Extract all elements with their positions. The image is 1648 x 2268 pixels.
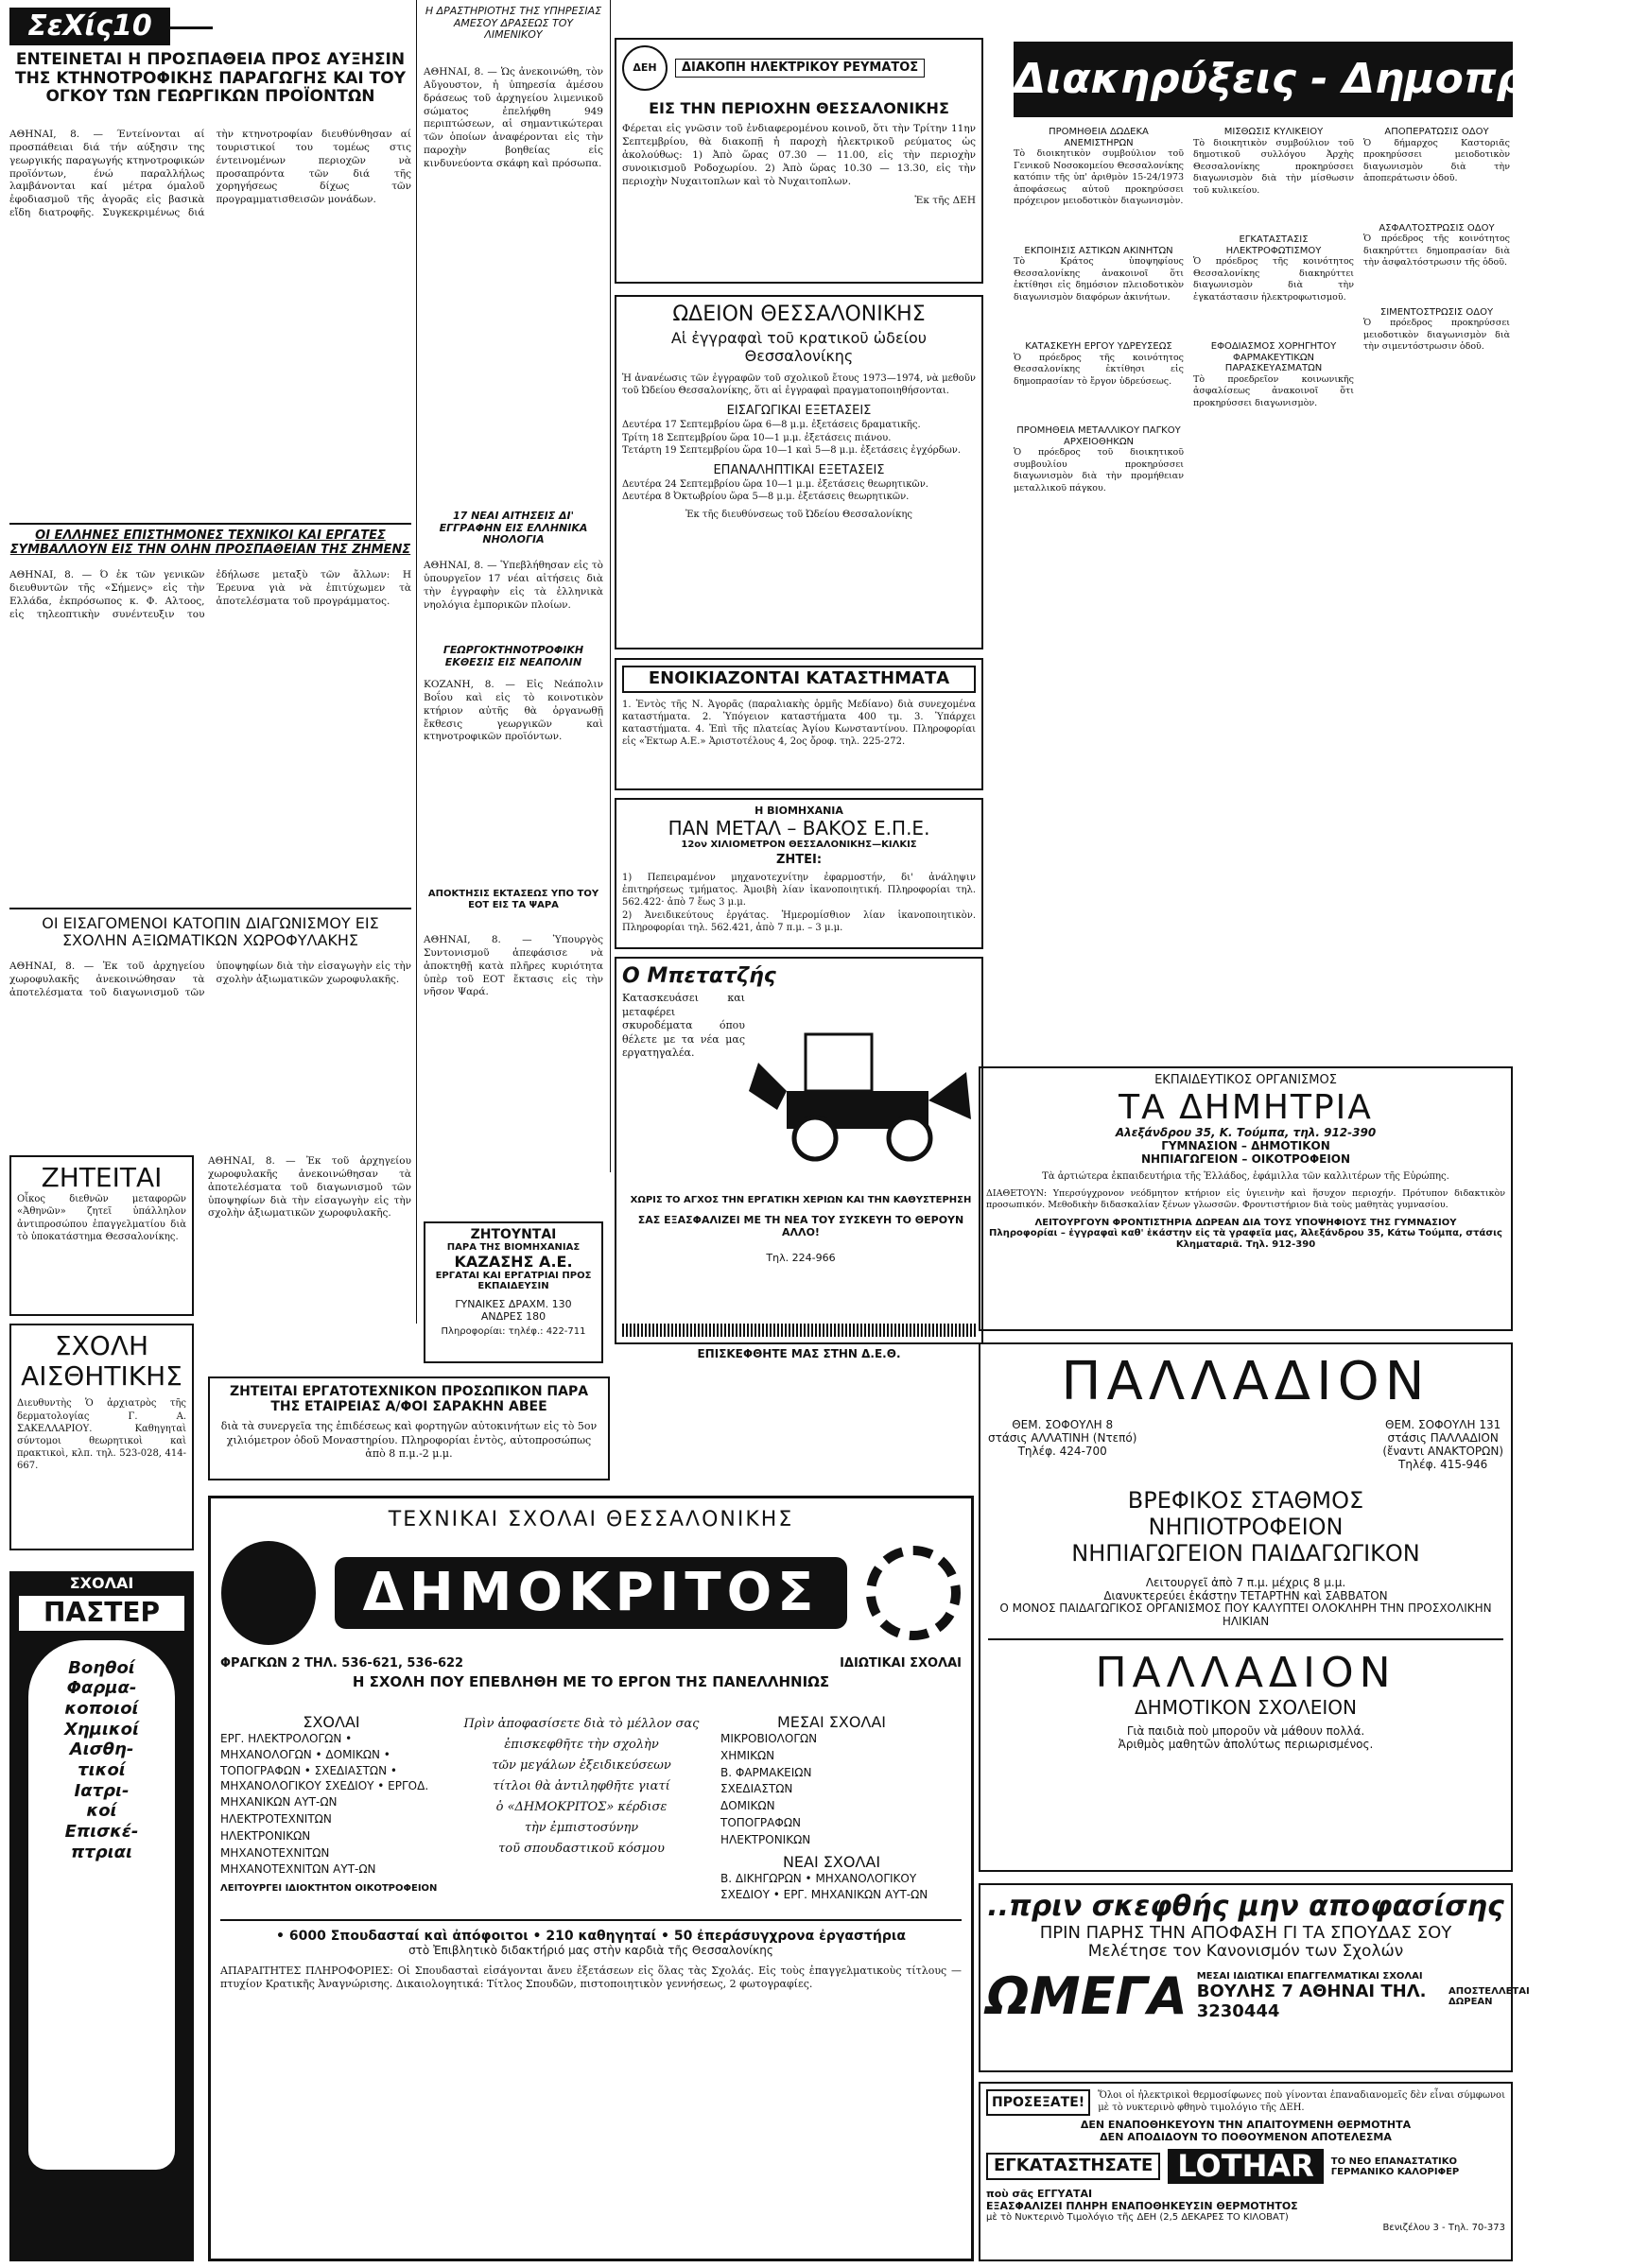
ad-line: τῶν μεγάλων ἐξειδικεύσεων bbox=[492, 1757, 671, 1773]
ad-claim: Η ΣΧΟΛΗ ΠΟΥ ΕΠΕΒΛΗΘΗ ΜΕ ΤΟ ΕΡΓΟΝ ΤΗΣ ΠΑΝΕΛΛΗΝΙΩΣ bbox=[352, 1673, 830, 1691]
ad-body: ΔΙΑΘΕΤΟΥΝ: Υπερσύγχρονον νεόδμητον κτήριον εἰς ὑγιεινὴν καὶ ἥσυχον περιοχήν. Πρότυπον διδακτικὸν προσωπικόν. Μεθοδικὴν διδασκαλίαν ξένων γλωσσῶν. Φροντιστήριον διὰ τοὺς μαθητὰς γυμνασίου. bbox=[986, 1187, 1505, 1211]
job-ad-wide bbox=[208, 1376, 610, 1480]
ad-brand: LOTHAR bbox=[1168, 2149, 1323, 2184]
exam-heading: ΕΙΣΑΓΩΓΙΚΑΙ ΕΞΕΤΑΣΕΙΣ bbox=[726, 404, 872, 419]
tender-title: ΜΙΣΘΩΣΙΣ ΚΥΛΙΚΕΙΟΥ bbox=[1223, 127, 1324, 137]
section-title: Διακηρύξεις - Δημοπρασίαι bbox=[1014, 55, 1648, 103]
ad-wage: ΓΥΝΑΙΚΕΣ ΔΡΑΧΜ. 130 bbox=[455, 1297, 572, 1310]
shops-for-rent-ad bbox=[615, 658, 983, 790]
ad-title: ΖΗΤΕΙΤΑΙ ΕΡΓΑΤΟΤΕΧΝΙΚΟΝ ΠΡΟΣΩΠΙΚΟΝ ΠΑΡΑ ΤΗΣ ΕΤΑΙΡΕΙΑΣ Α/ΦΟΙ ΣΑΡΑΚΗΝ ΑΒΕΕ bbox=[229, 1384, 589, 1415]
ad-levels: ΓΥΜΝΑΣΙΟΝ – ΔΗΜΟΤΙΚΟΝ bbox=[1161, 1139, 1330, 1153]
ad-line: 1) Πεπειραμένον μηχανοτεχνίτην ἐφαρμοστήν, δι' ἀνάληψιν ἐπιτηρήσεως τμήματος. Ἀμοιβὴ λίαν ἱκανοποιητική. Πληροφορίαι τηλ. 562.422· ἀπὸ 7 ἕως 3 μ.μ. bbox=[622, 873, 976, 909]
ad-side: ΑΠΟΣΤΕΛΛΕΤΑΙ ΔΩΡΕΑΝ bbox=[1449, 1985, 1530, 2007]
tenders-col-a bbox=[1014, 127, 1184, 1034]
omega-ad bbox=[979, 1883, 1530, 2072]
paster-ad bbox=[9, 1571, 194, 2261]
course-item: Βοηθοί bbox=[68, 1657, 135, 1678]
ad-title: ΖΗΤΕΙΤΑΙ bbox=[41, 1162, 163, 1193]
ad-install: ΕΓΚΑΤΑΣΤΗΣΑΤΕ bbox=[986, 2153, 1160, 2180]
tender-body: Τὸ διοικητικὸν συμβούλιον τοῦ Γενικοῦ Νοσοκομείου Θεσσαλονίκης κατόπιν τῆς ὑπ' ἀριθμὸν 15-24/1973 ἀποφάσεως αὐτοῦ προκηρύσσει πρόχειρον μειοδοτικὸν διαγωνισμὸν. bbox=[1014, 148, 1184, 207]
ad-line: στὸ Ἐπιβλητικὸ διδακτήριό μας στὴν καρδιὰ τῆς Θεσσαλονίκης bbox=[408, 1943, 773, 1957]
school-item: ΜΗΧΑΝΟΤΕΧΝΙΤΩΝ bbox=[220, 1845, 330, 1860]
ad-company: ΠΑΝ ΜΕΤΑΛ – ΒΑΚΟΣ Ε.Π.Ε. bbox=[668, 816, 930, 840]
school-item: ΕΡΓ. ΗΛΕΚΤΡΟΛΟΓΩΝ • ΜΗΧΑΝΟΛΟΓΩΝ • ΔΟΜΙΚΩΝ • ΤΟΠΟΓΡΑΦΩΝ • ΣΧΕΔΙΑΣΤΩΝ • ΜΗΧΑΝΟΛΟΓΙΚΟΥ ΣΧΕΔΙΟΥ • ΕΡΓΟΔ. ΜΗΧΑΝΙΚΩΝ ΑΥΤ-ΩΝ bbox=[220, 1731, 429, 1809]
school-list bbox=[720, 1871, 943, 1903]
notice-subtitle: Αἱ ἐγγραφαὶ τοῦ κρατικοῦ ὠδείου Θεσσαλονίκης bbox=[670, 329, 928, 365]
school-item: Β. ΦΑΡΜΑΚΕΙΩΝ bbox=[720, 1765, 812, 1779]
ad-line: μὲ τὸ Νυκτερινὸ Τιμολόγιο τῆς ΔΕΗ (2,5 ΔΕΚΑΡΕΣ ΤΟ ΚΙΛΟΒΑΤ) bbox=[986, 2212, 1289, 2224]
school-item: ΣΧΕΔΙΑΣΤΩΝ bbox=[720, 1782, 793, 1796]
ad-stats: • 6000 Σπουδασταί καὶ ἀπόφοιτοι • 210 καθηγηταί • 50 ἐπεράσυγχρονα ἐργαστήρια bbox=[276, 1928, 906, 1944]
article-body: ΑΘΗΝΑΙ, 8. — Έντείνονται αί προσπάθειαι διά τήν αύξησιν της γεωργικής παραγωγής κτηνοτροφικών προϊόντων, ένώ παραλλήλως λαμβάνονται καί μέτρα όμαλοῦ ἐφοδιασμοῦ τῆς ἀγορᾶς εἰς βασικὰ εἴδη διατροφῆς. Συγκεκριμένως διά τὴν κτηνοτροφίαν διευθύνθησαν αί τουριστικοί του τομέως στις έντεινομένων περιοχῶν νὰ προσαπρόντα τῶν διά τῆς χορηγήσεως δίχως τῶν προγραμματισθεισῶν μονάδων. bbox=[9, 129, 411, 219]
ad-slogan: ..πριν σκεφθής μην αποφασίσης bbox=[987, 1890, 1504, 1923]
power-cut-notice bbox=[615, 38, 983, 284]
concrete-ad bbox=[615, 957, 983, 1344]
ad-hours: Λειτουργεῖ ἀπὸ 7 π.μ. μέχρις 8 μ.μ. bbox=[1145, 1576, 1346, 1590]
ad-title: ΕΝΟΙΚΙΑΖΟΝΤΑΙ ΚΑΤΑΣΤΗΜΑΤΑ bbox=[622, 666, 976, 693]
tender-title: ΕΚΠΟΙΗΣΙΣ ΑΣΤΙΚΩΝ ΑΚΙΝΗΤΩΝ bbox=[1024, 245, 1173, 256]
deh-logo-icon: ΔΕΗ bbox=[622, 45, 668, 91]
school-item: ΤΟΠΟΓΡΑΦΩΝ bbox=[720, 1815, 801, 1829]
ad-title: Ο Μπετατζής bbox=[622, 964, 776, 988]
classified-ad bbox=[9, 1324, 194, 1550]
article-body: ΑΘΗΝΑΙ, 8. — Ἐκ τοῦ ἀρχηγείου χωροφυλακῆς ἀνεκοινώθησαν τὰ ἀποτελέσματα τοῦ διαγωνισμοῦ τῶν ὑποψηφίων διὰ τὴν εἰσαγωγὴν εἰς τὴν σχολὴν ἀξιωματικῶν χωροφυλακῆς. bbox=[208, 1155, 411, 1220]
exam-line: Δευτέρα 17 Σεπτεμβρίου ὥρα 6—8 μ.μ. ἐξετάσεις δραματικῆς. bbox=[622, 420, 921, 431]
ad-slogan: ΣΑΣ ΕΞΑΣΦΑΛΙΖΕΙ ΜΕ ΤΗ ΝΕΑ ΤΟΥ ΣΥΣΚΕΥΗ ΤΟ ΘΕΡΟΥΝ ΑΛΛΟ! bbox=[637, 1214, 964, 1238]
ad-service: ΒΡΕΦΙΚΟΣ ΣΤΑΘΜΟΣ bbox=[1127, 1487, 1364, 1515]
exam-line: Τετάρτη 19 Σεπτεμβρίου ὥρα 10—1 καὶ 5—8 μ.μ. ἐξετάσεις ἐγχόρδων. bbox=[622, 444, 962, 456]
ad-line: ὁ «ΔΗΜΟΚΡΙΤΟΣ» κέρδισε bbox=[495, 1799, 668, 1814]
course-list bbox=[34, 1659, 169, 1863]
tender-body: Ὁ δήμαρχος Καστοριᾶς προκηρύσσει μειοδοτικὸν διαγωνισμὸν διὰ τὴν ἀποπεράτωσιν ὁδοῦ. bbox=[1363, 137, 1510, 184]
school-list-heading: ΜΕΣΑΙ ΣΧΟΛΑΙ bbox=[776, 1712, 887, 1731]
ad-line: 2) Ἀνειδικεύτους ἐργάτας. Ἡμερομίσθιον λίαν ἱκανοποιητικὸν. Πληροφορίαι τηλ. 562.421, ἀπὸ 7 π.μ. – 3 μ.μ. bbox=[622, 909, 976, 933]
notice-signature: Ἐκ τῆς ΔΕΗ bbox=[914, 194, 976, 206]
ad-address: στάσις ΠΑΛΛΑΔΙΟΝ bbox=[1387, 1431, 1499, 1446]
ad-address: Βενιζέλου 3 - Τηλ. 70-373 bbox=[1382, 2223, 1505, 2234]
ad-body: Κατασκευάσει και μεταφέρει σκυροδέματα όπου θέλετε με τα νέα μας εργατηγαλέα. bbox=[622, 992, 745, 1060]
ad-line: ΔΕΝ ΑΠΟΔΙΔΟΥΝ ΤΟ ΠΟΘΟΥΜΕΝΟΝ ΑΠΟΤΕΛΕΣΜΑ bbox=[1100, 2130, 1392, 2143]
ad-tag: ΜΕΣΑΙ ΙΔΙΩΤΙΚΑΙ ΕΠΑΓΓΕΛΜΑΤΙΚΑΙ ΣΧΟΛΑΙ bbox=[1196, 1971, 1423, 1982]
ad-service: ΝΗΠΙΟΤΡΟΦΕΙΟΝ bbox=[1148, 1513, 1344, 1540]
notice-signature: Ἐκ τῆς διευθύνσεως τοῦ Ὠδείου Θεσσαλονίκης bbox=[685, 510, 913, 521]
ad-line: Μελέτησε τον Κανονισμόν των Σχολών bbox=[1087, 1942, 1404, 1962]
article-headline: ΑΠΟΚΤΗΣΙΣ ΕΚΤΑΣΕΩΣ ΥΠΟ ΤΟΥ ΕΟΤ ΕΙΣ ΤΑ ΨΑΡΑ bbox=[427, 889, 599, 910]
ad-line: τοῦ σπουδαστικοῦ κόσμου bbox=[498, 1842, 665, 1857]
ad-location: 12ον ΧΙΛΙΟΜΕΤΡΟΝ ΘΕΣΣΑΛΟΝΙΚΗΣ—ΚΙΛΚΙΣ bbox=[681, 839, 917, 850]
school-list bbox=[220, 1731, 442, 1878]
school-item: ΜΗΧΑΝΟΤΕΧΝΙΤΩΝ ΑΥΤ-ΩΝ bbox=[220, 1862, 376, 1877]
ad-body: διὰ τὰ συνεργεῖα της ἐπιδέσεως καὶ φορτηγῶν αὐτοκινήτων εἰς τὸ 5ον χιλιόμετρον ὁδοῦ Μοναστηρίου. Πληροφορίαι ἐντὸς, αὐτοπροσώπως ἀπὸ 8 π.μ.-2 μ.μ. bbox=[220, 1420, 598, 1461]
tender-body: Ὁ πρόεδρος προκηρύσσει μειοδοτικὸν διαγωνισμὸν διὰ τὴν σιμεντόστρωσιν ὁδοῦ. bbox=[1363, 318, 1510, 353]
ad-line: ποὺ σᾶς ΕΓΓΥΑΤΑΙ bbox=[986, 2188, 1093, 2201]
article-headline: Η ΔΡΑΣΤΗΡΙΟΤΗΣ ΤΗΣ ΥΠΗΡΕΣΙΑΣ ΑΜΕΣΟΥ ΔΡΑΣΕΩΣ ΤΟΥ ΛΙΜΕΝΙΚΟΥ bbox=[425, 5, 602, 42]
gear-emblem-icon bbox=[866, 1546, 961, 1640]
ad-body: Οἶκος διεθνῶν μεταφορῶν «Ἀθηνῶν» ζητεῖ ὑπάλληλον ἀντιπροσώπου ἐπαγγελματίου διὰ τὸ ὑποκατάστημα Θεσσαλονίκης. bbox=[17, 1194, 186, 1242]
tender-body: Τὸ προεδρεῖον κοινωνικῆς ἀσφαλίσεως ἀνακοινοῖ ὅτι προκηρύσσει διαγωνισμὸν. bbox=[1193, 373, 1354, 408]
tender-title: ΚΑΤΑΣΚΕΥΗ ΕΡΓΟΥ ΥΔΡΕΥΣΕΩΣ bbox=[1025, 341, 1172, 353]
ad-subtitle: ΠΑΡΑ ΤΗΣ ΒΙΟΜΗΧΑΝΙΑΣ bbox=[446, 1242, 581, 1254]
ad-title: ΣΧΟΛΗ ΑΙΣΘΗΤΙΚΗΣ bbox=[21, 1330, 182, 1393]
school-list-heading: ΝΕΑΙ ΣΧΟΛΑΙ bbox=[782, 1852, 881, 1871]
tender-body: Ὁ πρόεδρος τῆς κοινότητος Θεσσαλονίκης διακηρύττει διαγωνισμὸν διὰ τὴν ἐγκατάστασιν ἠλεκτροφωτισμοῦ. bbox=[1193, 256, 1354, 303]
ad-address: ΦΡΑΓΚΩΝ 2 ΤΗΛ. 536-621, 536-622 bbox=[220, 1656, 464, 1671]
notice-body: Ἡ ἀνανέωσις τῶν ἐγγραφῶν τοῦ σχολικοῦ ἔτους 1973—1974, νὰ μεθοῦν τοῦ Ὠδείου Θεσσαλονίκης, ὅτι αἱ ἐγγραφαὶ πραγματοποιηθήσονται. bbox=[622, 373, 976, 397]
ad-line: Ἀριθμὸς μαθητῶν ἀπολύτως περιωρισμένος. bbox=[1118, 1738, 1374, 1752]
ad-tag: ΤΟ ΝΕΟ ΕΠΑΝΑΣΤΑΤΙΚΟ ΓΕΡΜΑΝΙΚΟ ΚΑΛΟΡΙΦΕΡ bbox=[1330, 2155, 1460, 2177]
school-item: ΗΛΕΚΤΡΟΤΕΧΝΙΤΩΝ bbox=[220, 1811, 332, 1826]
palladion-ad bbox=[979, 1342, 1513, 1872]
ad-line: τίτλοι θὰ ἀντιληφθῆτε γιατί bbox=[493, 1778, 670, 1793]
exam-line: Τρίτη 18 Σεπτεμβρίου ὥρα 10—1 μ.μ. ἐξετάσεις πιάνου. bbox=[622, 432, 892, 443]
ad-line: ΔΕΝ ΕΝΑΠΟΘΗΚΕΥΟΥΝ ΤΗΝ ΑΠΑΙΤΟΥΜΕΝΗ ΘΕΡΜΟΤΗΤΑ bbox=[1080, 2119, 1412, 2132]
ad-phone: Πληροφορίαι: τηλέφ.: 422-711 bbox=[441, 1325, 586, 1337]
tender-title: ΠΡΟΜΗΘΕΙΑ ΜΕΤΑΛΛΙΚΟΥ ΠΑΓΚΟΥ ΑΡΧΕΙΟΘΗΚΩΝ bbox=[1016, 425, 1181, 447]
tender-title: ΠΡΟΜΗΘΕΙΑ ΔΩΔΕΚΑ ΑΝΕΜΙΣΤΗΡΩΝ bbox=[1049, 127, 1149, 148]
ad-body: Ὅλοι οἱ ἠλεκτρικοὶ θερμοσίφωνες ποὺ γίνονται ἐπαναδιανομεῖς δὲν εἶναι σύμφωνοι μὲ τὸ νυκτερινὸ φθηνὸ τιμολόγιο τῆς ΔΕΗ. bbox=[1098, 2090, 1505, 2114]
school-list bbox=[720, 1731, 943, 1848]
article-headline: ΓΕΩΡΓΟΚΤΗΝΟΤΡΟΦΙΚΗ ΕΚΘΕΣΙΣ ΕΙΣ ΝΕΑΠΟΛΙΝ bbox=[442, 644, 584, 668]
course-item: Φαρμα- bbox=[66, 1678, 137, 1699]
ad-wanted: ΖΗΤΕΙ: bbox=[775, 853, 823, 868]
ad-address: Αλεξάνδρου 35, Κ. Τούμπα, τηλ. 912-390 bbox=[1115, 1126, 1377, 1140]
ad-levels: ΝΗΠΙΑΓΩΓΕΙΟΝ – ΟΙΚΟΤΡΟΦΕΙΟΝ bbox=[1140, 1151, 1351, 1166]
ad-brand: ΠΑΛΛΑΔΙΟΝ bbox=[1061, 1351, 1431, 1412]
demokritos-portrait-icon bbox=[221, 1541, 316, 1645]
ad-line: ἐπισκεφθῆτε τὴν σχολὴν bbox=[504, 1737, 659, 1752]
course-item: κοί bbox=[86, 1801, 117, 1822]
tender-body: Ὁ πρόεδρος τῆς κοινότητος Θεσσαλονίκης ἐκτίθησι εἰς δημοπρασίαν τὸ ἔργον ὑδρεύσεως. bbox=[1014, 352, 1184, 387]
article-headline: ΟΙ ΕΛΛΗΝΕΣ ΕΠΙΣΤΗΜΟΝΕΣ ΤΕΧΝΙΚΟΙ ΚΑΙ ΕΡΓΑΤΕΣ ΣΥΜΒΑΛΛΟΥΝ ΕΙΣ ΤΗΝ ΟΛΗΝ ΠΡΟΣΠΑΘΕΙΑΝ ΤΗΣ ΖΗΜΕΝΣ bbox=[9, 528, 411, 557]
tenders-col-b bbox=[1193, 127, 1354, 1034]
ad-phone: Τηλ. 224-966 bbox=[766, 1252, 836, 1264]
ad-kicker: ΕΚΠΑΙΔΕΥΤΙΚΟΣ ΟΡΓΑΝΙΣΜΟΣ bbox=[1154, 1073, 1337, 1087]
school-item: ΔΟΜΙΚΩΝ bbox=[720, 1799, 775, 1813]
tender-body: Τὸ Κράτος ὑποψηφίους Θεσσαλονίκης ἀνακοινοῖ ὅτι ἐκτίθησι εἰς δημόσιον πλειοδοτικὸν διαγωνισμὸν διαφόρων ἀκινήτων. bbox=[1014, 256, 1184, 303]
ad-kicker: Η ΒΙΟΜΗΧΑΝΙΑ bbox=[755, 805, 843, 817]
ad-brand: ΔΗΜΟΚΡΙΤΟΣ bbox=[335, 1557, 848, 1629]
ad-brand: ΩΜΕΓΑ bbox=[986, 1965, 1188, 2026]
course-item: Επισκέ- bbox=[64, 1822, 139, 1843]
ad-address: ΒΟΥΛΗΣ 7 ΑΘΗΝΑΙ ΤΗΛ. 3230444 bbox=[1196, 1982, 1427, 2022]
ad-kicker: ΤΕΧΝΙΚΑΙ ΣΧΟΛΑΙ ΘΕΣΣΑΛΟΝΙΚΗΣ bbox=[388, 1508, 794, 1532]
section-banner bbox=[1014, 42, 1648, 117]
bulldozer-illustration bbox=[749, 996, 976, 1176]
ad-address: στάσις ΑΛΛΑΤΙΝΗ (Ντεπό) bbox=[988, 1431, 1137, 1446]
course-item: Ιατρι- bbox=[74, 1780, 130, 1801]
ad-phone: Τηλέφ. 415-946 bbox=[1398, 1458, 1488, 1472]
ad-service: ΔΗΜΟΤΙΚΟΝ ΣΧΟΛΕΙΟΝ bbox=[1134, 1696, 1357, 1720]
ad-claim: Ο ΜΟΝΟΣ ΠΑΙΔΑΓΩΓΙΚΟΣ ΟΡΓΑΝΙΣΜΟΣ ΠΟΥ ΚΑΛΥΠΤΕΙ ΟΛΟΚΛΗΡΗ ΤΗΝ ΠΡΟΣΧΟΛΙΚΗΝ ΗΛΙΚΙΑΝ bbox=[999, 1601, 1492, 1628]
tender-body: Τὸ διοικητικὸν συμβούλιον τοῦ δημοτικοῦ συλλόγου Ἀρχὴς Θεσσαλονίκης προκηρύσσει διαγωνισμὸν διὰ τὴν μίσθωσιν τοῦ κυλικείου. bbox=[1193, 137, 1354, 196]
tender-body: Ὁ πρόεδρος τῆς κοινότητος διακηρύττει δημοπρασίαν διὰ τὴν ἀσφαλτόστρωσιν τῆς ὁδοῦ. bbox=[1363, 234, 1510, 268]
tender-title: ΑΣΦΑΛΤΟΣΤΡΩΣΙΣ ΟΔΟΥ bbox=[1379, 222, 1495, 234]
ad-footer: ΛΕΙΤΟΥΡΓΟΥΝ ΦΡΟΝΤΙΣΤΗΡΙΑ ΔΩΡΕΑΝ ΔΙΑ ΤΟΥΣ ΥΠΟΨΗΦΙΟΥΣ ΤΗΣ ΓΥΜΝΑΣΙΟΥ bbox=[1034, 1217, 1457, 1228]
course-item: κοποιοί bbox=[64, 1698, 139, 1719]
ad-wage: ΑΝΔΡΕΣ 180 bbox=[480, 1309, 546, 1323]
tender-title: ΕΦΟΔΙΑΣΜΟΣ ΧΟΡΗΓΗΤΟΥ ΦΑΡΜΑΚΕΥΤΙΚΩΝ ΠΑΡΑΣΚΕΥΑΣΜΑΤΩΝ bbox=[1210, 341, 1337, 374]
notice-subtitle: ΕΙΣ ΤΗΝ ΠΕΡΙΟΧΗΝ ΘΕΣΣΑΛΟΝΙΚΗΣ bbox=[649, 99, 949, 117]
ad-line: Τὰ ἀρτιώτερα ἐκπαιδευτήρια τῆς Ἑλλάδος, ἐφάμιλλα τῶν καλλιτέρων τῆς Εὐρώπης. bbox=[1042, 1170, 1449, 1182]
ad-line: ΠΡΙΝ ΠΑΡΗΣ ΤΗΝ ΑΠΟΦΑΣΗ ΓΙ ΤΑ ΣΠΟΥΔΑΣ ΣΟΥ bbox=[1039, 1922, 1452, 1943]
ad-address: ΘΕΜ. ΣΟΦΟΥΛΗ 131 bbox=[1385, 1418, 1501, 1432]
ad-service: ΝΗΠΙΑΓΩΓΕΙΟΝ ΠΑΙΔΑΓΩΓΙΚΟΝ bbox=[1071, 1539, 1420, 1567]
tenders-col-c bbox=[1363, 127, 1510, 1034]
course-item: Χημικοί bbox=[63, 1719, 140, 1740]
tender-title: ΣΙΜΕΝΤΟΣΤΡΩΣΙΣ ΟΔΟΥ bbox=[1379, 306, 1494, 318]
ad-brand: ΠΑΣΤΕΡ bbox=[19, 1596, 184, 1630]
lothar-ad bbox=[979, 2082, 1513, 2261]
ad-company: ΚΑΖΑΣΗΣ Α.Ε. bbox=[454, 1252, 573, 1271]
ad-footer: ΕΠΙΣΚΕΦΘΗΤΕ ΜΑΣ ΣΤΗΝ Δ.Ε.Θ. bbox=[697, 1347, 901, 1360]
ad-title: ΖΗΤΟΥΝΤΑΙ bbox=[470, 1227, 557, 1242]
ad-hours: Διανυκτερεύει ἑκάστην ΤΕΤΑΡΤΗΝ καὶ ΣΑΒΒΑΤΟΝ bbox=[1103, 1589, 1388, 1603]
ad-footer: ΛΕΙΤΟΥΡΓΕΙ ΙΔΙΟΚΤΗΤΟΝ ΟΙΚΟΤΡΟΦΕΙΟΝ bbox=[220, 1883, 438, 1895]
school-item: ΗΛΕΚΤΡΟΝΙΚΩΝ bbox=[220, 1828, 311, 1843]
exam-heading: ΕΠΑΝΑΛΗΠΤΙΚΑΙ ΕΞΕΤΑΣΕΙΣ bbox=[713, 462, 885, 477]
ad-kind: ΙΔΙΩΤΙΚΑΙ ΣΧΟΛΑΙ bbox=[840, 1656, 962, 1671]
masthead: ΣεΧίς10 bbox=[9, 8, 170, 45]
article-body: ΚΟΖΑΝΗ, 8. — Εἰς Νεάπολιν Βοΐου καὶ εἰς τὸ κοινοτικὸν κτήριον αὐτῆς θὰ ὀργανωθῇ ἔκθεσις γεωργικῶν καὶ κτηνοτροφικῶν προϊόντων. bbox=[424, 679, 603, 743]
dimitria-ad bbox=[979, 1066, 1513, 1331]
course-item: πτριαι bbox=[70, 1842, 132, 1862]
ad-body: Διευθυντὴς Ὁ ἀρχιατρὸς τῆς δερματολογίας Γ. Α. ΣΑΚΕΛΛΑΡΙΟΥ. Καθηγηταὶ σύντομοι θεωρητικοὶ καὶ πρακτικοὶ, κλπ. τηλ. 523-028, 414-667. bbox=[17, 1398, 186, 1472]
school-list-heading: ΣΧΟΛΑΙ bbox=[303, 1712, 360, 1731]
ad-kicker: ΣΧΟΛΑΙ bbox=[69, 1574, 134, 1592]
ad-address: (ἔναντι ΑΝΑΚΤΟΡΩΝ) bbox=[1382, 1445, 1503, 1459]
ad-body: 1. Ἐντὸς τῆς Ν. Ἀγορᾶς (παραλιακὴς ὁρμῆς Μεδίανο) διὰ συνεχομένα καταστήματα. 2. Ὑπόγειον καταστήματα 400 τμ. 3. Ὑπάρχει καταστήματα. 4. Ἐπὶ τῆς πλατείας Ἀγίου Κωνσταντίνου. Πληροφορίαι εἰς «Ἐκτωρ Α.Ε.» Ἀριστοτέλους 4, 2ος ὄροφ. τηλ. 225-272. bbox=[622, 699, 976, 748]
ad-line: τὴν ἐμπιστοσύνην bbox=[524, 1821, 639, 1836]
ad-line: ΕΞΑΣΦΑΛΙΖΕΙ ΠΛΗΡΗ ΕΝΑΠΟΘΗΚΕΥΣΙΝ ΘΕΡΜΟΤΗΤΟΣ bbox=[986, 2200, 1298, 2213]
ad-brand: ΤΑ ΔΗΜΗΤΡΙΑ bbox=[1119, 1087, 1373, 1127]
article-body: ΑΘΗΝΑΙ, 8. — Ἐκ τοῦ ἀρχηγείου χωροφυλακῆς ἀνεκοινώθησαν τὰ ἀποτελέσματα τοῦ διαγωνισμοῦ τῶν ὑποψηφίων διὰ τὴν εἰσαγωγὴν εἰς τὴν σχολὴν ἀξιωματικῶν χωροφυλακῆς. bbox=[9, 961, 411, 998]
ad-brand: ΠΑΛΛΑΔΙΟΝ bbox=[1095, 1648, 1396, 1697]
course-item: τικοί bbox=[78, 1760, 126, 1781]
school-item: ΧΗΜΙΚΩΝ bbox=[720, 1748, 775, 1762]
article-body: ΑΘΗΝΑΙ, 8. — Ὑπουργὸς Συντονισμοῦ ἀπεφάσισε νὰ ἀποκτηθῇ κατὰ πλῆρες κυριότητα ὑπὲρ τοῦ ΕΟΤ ἔκτασις εἰς τὴν νῆσον Ψαρά. bbox=[424, 934, 603, 998]
tender-title: ΑΠΟΠΕΡΑΤΩΣΙΣ ΟΔΟΥ bbox=[1384, 127, 1489, 137]
article-headline: 17 ΝΕΑΙ ΑΙΤΗΣΕΙΣ ΔΙ' ΕΓΓΡΑΦΗΝ ΕΙΣ ΕΛΛΗΝΙΚΑ ΝΗΟΛΟΓΙΑ bbox=[439, 510, 588, 546]
course-item: Αισθη- bbox=[69, 1740, 134, 1760]
job-ad bbox=[424, 1221, 603, 1363]
ad-line: Πρὶν ἀποφασίσετε διὰ τὸ μέλλον σας bbox=[463, 1716, 700, 1731]
school-item: ΗΛΕΚΤΡΟΝΙΚΩΝ bbox=[720, 1832, 811, 1846]
tender-body: Ὁ πρόεδρος τοῦ διοικητικοῦ συμβουλίου προκηρύσσει διαγωνισμὸν διὰ τὴν προμήθειαν μεταλλικοῦ πάγκου. bbox=[1014, 447, 1184, 493]
ad-line: ΕΡΓΑΤΑΙ ΚΑΙ ΕΡΓΑΤΡΙΑΙ ΠΡΟΣ ΕΚΠΑΙΔΕΥΣΙΝ bbox=[435, 1270, 592, 1292]
conservatory-notice bbox=[615, 295, 983, 649]
school-item: Β. ΔΙΚΗΓΩΡΩΝ • ΜΗΧΑΝΟΛΟΓΙΚΟΥ ΣΧΕΔΙΟΥ • ΕΡΓ. ΜΗΧΑΝΙΚΩΝ ΑΥΤ-ΩΝ bbox=[720, 1871, 928, 1901]
notice-title: ΔΙΑΚΟΠΗ ΗΛΕΚΤΡΙΚΟΥ ΡΕΥΜΑΤΟΣ bbox=[675, 59, 925, 78]
school-item: ΜΙΚΡΟΒΙΟΛΟΓΩΝ bbox=[720, 1731, 818, 1745]
exam-line: Δευτέρα 24 Σεπτεμβρίου ὥρα 10—1 μ.μ. ἐξετάσεις θεωρητικῶν. bbox=[622, 478, 928, 490]
article-body: ΑΘΗΝΑΙ, 8. — Ὑπεβλήθησαν εἰς τὸ ὑπουργεῖον 17 νέαι αἰτήσεις διὰ τὴν ἐγγραφὴν εἰς τὰ ἑλληνικὰ νηολόγια ἐμπορικῶν πλοίων. bbox=[424, 560, 603, 611]
article-headline: ΕΝΤΕΙΝΕΤΑΙ Η ΠΡΟΣΠΑΘΕΙΑ ΠΡΟΣ ΑΥΞΗΣΙΝ ΤΗΣ ΚΤΗΝΟΤΡΟΦΙΚΗΣ ΠΑΡΑΓΩΓΗΣ ΚΑΙ ΤΟΥ ΟΓΚΟΥ ΤΩΝ ΓΕΩΡΓΙΚΩΝ ΠΡΟΪΟΝΤΩΝ bbox=[14, 50, 407, 107]
ad-slogan: ΧΩΡΙΣ ΤΟ ΑΓΧΟΣ ΤΗΝ ΕΡΓΑΤΙΚΗ ΧΕΡΙΩΝ ΚΑΙ ΤΗΝ ΚΑΘΥΣΤΕΡΗΣΗ bbox=[630, 1195, 972, 1205]
ad-line: Γιὰ παιδιὰ ποὺ μποροῦν νὰ μάθουν πολλά. bbox=[1126, 1724, 1365, 1739]
demokritos-ad bbox=[208, 1496, 974, 2261]
panmetal-ad bbox=[615, 798, 983, 949]
ad-address: ΘΕΜ. ΣΟΦΟΥΛΗ 8 bbox=[1012, 1418, 1114, 1432]
notice-title: ΩΔΕΙΟΝ ΘΕΣΣΑΛΟΝΙΚΗΣ bbox=[672, 303, 926, 326]
ad-footer: Πληροφορίαι – ἐγγραφαὶ καθ' ἑκάστην εἰς τὰ γραφεῖα μας, Ἀλεξάνδρου 35, Κάτω Τούμπα, στάσις Κληματαριᾶ. Τηλ. 912-390 bbox=[989, 1228, 1502, 1250]
ad-phone: Τηλέφ. 424-700 bbox=[1017, 1445, 1107, 1459]
exam-line: Δευτέρα 8 Ὀκτωβρίου ὥρα 5—8 μ.μ. ἐξετάσεις θεωρητικῶν. bbox=[622, 492, 910, 503]
tender-title: ΕΓΚΑΤΑΣΤΑΣΙΣ ΗΛΕΚΤΡΟΦΩΤΙΣΜΟΥ bbox=[1225, 234, 1322, 256]
article-body: ΑΘΗΝΑΙ, 8. — Ό ἐκ τῶν γενικῶν διευθυντῶν τῆς «Σήμενς» εἰς τὴν Ελλάδα, ἐκπρόσωπος κ. Φ. Αλτοος, εἰς τηλεοπτικὴν συνέντευξιν του ἐδήλωσε μεταξὺ τῶν ἄλλων: Η Έρευνα γιὰ νὰ ἐπιτύχωμεν τὰ ἀποτελέσματα τοῦ προγράμματος. bbox=[9, 569, 411, 620]
notice-body: Φέρεται εἰς γνῶσιν τοῦ ἐνδιαφερομένου κοινοῦ, ὅτι τὴν Τρίτην 11ην Σεπτεμβρίου, θὰ διακοπῇ ἡ παροχὴ ἠλεκτρικοῦ ρεύματος ὡς ἀκολούθως: 1) Ἀπὸ ὥρας 07.30 — 11.00, εἰς τὴν περιοχὴν συνοικισμοῦ Ροδοχωρίου. 2) Ἀπὸ ὥρας 10.30 — 13.30, εἰς τὴν περιοχὴν Νυχαιτοπλων καὶ τὸ Νυχαιτοπλων. bbox=[622, 123, 976, 187]
article-body: ΑΘΗΝΑΙ, 8. — Ὡς ἀνεκοινώθη, τὸν Αὔγουστον, ἡ ὑπηρεσία ἀμέσου δράσεως τοῦ ἀρχηγείου λιμενικοῦ σώματος ἐπελήφθη 949 περιπτώσεων, αἱ σημαντικώτεραι τῶν ὁποίων ἀναφέρονται εἰς τὴν παροχὴν βοηθείας εἰς κινδυνεύοντα σκάφη καὶ πρόσωπα. bbox=[424, 66, 603, 170]
classified-ad bbox=[9, 1155, 194, 1316]
ad-requirements: ΑΠΑΡΑΙΤΗΤΕΣ ΠΛΗΡΟΦΟΡΙΕΣ: Οἱ Σπουδασταὶ εἰσάγονται ἄνευ ἐξετάσεων εἰς ὅλας τὰς Σχολάς. Εἰς τοὺς ἐπαγγελματικοὺς τίτλους — πτυχίον Κρατικῆς Ἀναγνώρισης. Δικαιολογητικά: Τίτλος Σπουδῶν, πιστοποιητικὸν γεννήσεως, 2 φωτογραφίες. bbox=[220, 1964, 962, 1991]
article-headline: ΟΙ ΕΙΣΑΓΟΜΕΝΟΙ ΚΑΤΟΠΙΝ ΔΙΑΓΩΝΙΣΜΟΥ ΕΙΣ ΣΧΟΛΗΝ ΑΞΙΩΜΑΤΙΚΩΝ ΧΩΡΟΦΥΛΑΚΗΣ bbox=[42, 914, 379, 950]
ad-kicker: ΠΡΟΣΕΞΑΤΕ! bbox=[986, 2089, 1090, 2116]
article-continuation bbox=[416, 1220, 610, 1221]
